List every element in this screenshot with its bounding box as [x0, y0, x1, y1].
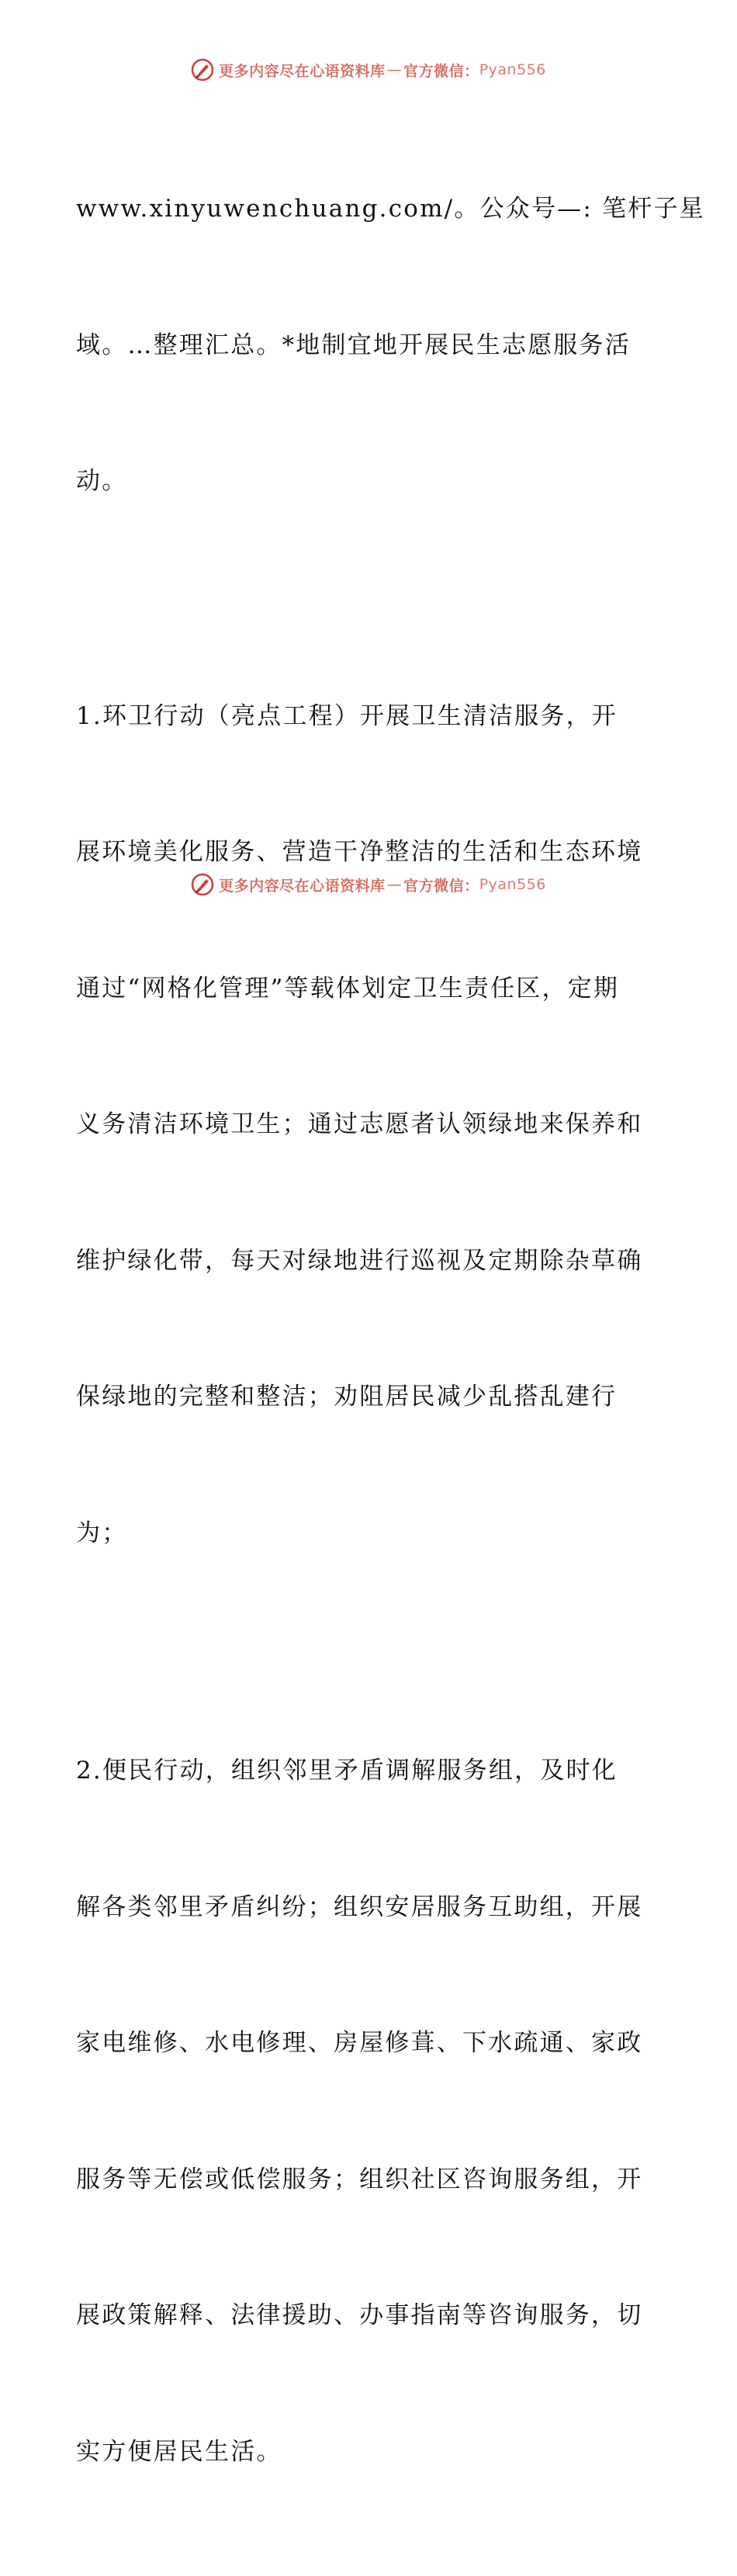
- watermark-account: Pyan556: [479, 876, 546, 893]
- watermark-account: Pyan556: [479, 61, 546, 78]
- text-line: 家电维修、水电修理、房屋修葺、下水疏通、家政: [76, 2029, 643, 2057]
- header-watermark: [0, 54, 737, 85]
- paragraph-item-1: [76, 603, 666, 1647]
- quill-logo-icon: [191, 873, 214, 896]
- document-body: [76, 95, 705, 2576]
- footer-watermark: [0, 869, 737, 900]
- paragraph-item-2: [76, 1657, 666, 2565]
- quill-logo-icon: [191, 58, 214, 81]
- text-line: 1.环卫行动（亮点工程）开展卫生清洁服务，开: [76, 701, 618, 730]
- watermark-text: 更多内容尽在心语资料库: [219, 62, 386, 80]
- text-line: 维护绿化带，每天对绿地进行巡视及定期除杂草确: [76, 1246, 643, 1275]
- watermark-dash: —: [386, 61, 403, 78]
- text-line: 2.便民行动，组织邻里矛盾调解服务组，及时化: [76, 1757, 618, 1785]
- text-line: 展政策解释、法律援助、办事指南等咨询服务，切: [76, 2301, 643, 2329]
- watermark-text: 更多内容尽在心语资料库: [219, 877, 386, 895]
- paragraph-intro: [76, 95, 705, 595]
- text-line: 保绿地的完整和整洁；劝阻居民减少乱搭乱建行: [76, 1383, 618, 1411]
- watermark-dash: —: [386, 876, 403, 893]
- text-line: 解各类邻里矛盾纠纷；组织安居服务互助组，开展: [76, 1892, 643, 1921]
- text-line: 域。…整理汇总。*地制宜地开展民生志愿服务活: [76, 331, 631, 359]
- text-line: 义务清洁环境卫生；通过志愿者认领绿地来保养和: [76, 1110, 643, 1138]
- watermark-label: 官方微信：: [403, 877, 479, 895]
- text-line: 为；: [76, 1518, 128, 1547]
- text-line: 实方便居民生活。: [76, 2437, 282, 2466]
- text-line: www.xinyuwenchuang.com/。公众号—: 笔杆子星: [76, 195, 705, 223]
- text-line: 通过“网格化管理”等载体划定卫生责任区，定期: [76, 974, 620, 1002]
- text-line: 展环境美化服务、营造干净整洁的生活和生态环境: [76, 838, 643, 866]
- text-line: 服务等无偿或低偿服务；组织社区咨询服务组，开: [76, 2165, 643, 2193]
- text-line: 动。: [76, 467, 128, 495]
- watermark-label: 官方微信：: [403, 62, 479, 80]
